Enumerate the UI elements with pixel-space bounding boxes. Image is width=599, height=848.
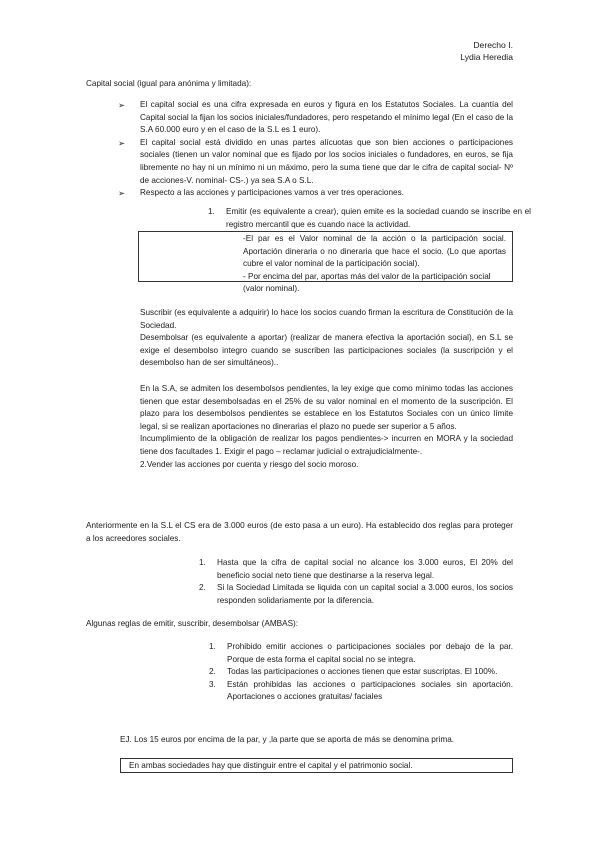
paragraph-sa: En la S.A, se admiten los desembolsos pendientes, la ley exige que como mínimo todas las acciones tienen que estar desembolsadas en el 25% de su valor nominal en el momento de la suscripción. El plazo para los desembolsos pendientes se establece en los Estatutos Sociales con un único límite legal, si se realizan aportaciones no dinerarias el plazo no puede ser superior a 5 años. (140, 383, 513, 431)
list-item (209, 679, 513, 704)
item-text: Todas las participaciones o acciones tienen que estar suscriptas. El 100%. (227, 667, 498, 677)
item-number: 1. (199, 558, 206, 567)
par-note-box (138, 231, 513, 294)
section-title-capital-social: Capital social (igual para anónima y limitada): (86, 79, 252, 88)
item-number: 3. (209, 679, 216, 689)
bullet-text: Respecto a las acciones y participaciones vamos a ver tres operaciones. (140, 188, 404, 198)
item-text: Si la Sociedad Limitada se liquida con un capital social a 3.000 euros, los socios responden solidariamente por la diferencia. (217, 583, 513, 605)
sl-rules-list (199, 557, 513, 607)
header-author: Lydia Heredia (460, 52, 513, 62)
arrow-bullet-icon: ➢ (118, 100, 126, 110)
item-text: Hasta que la cifra de capital social no alcance los 3.000 euros, El 20% del beneficio social neto tiene que destinarse a la reserva legal. (217, 558, 513, 580)
example-prima: EJ. Los 15 euros por encima de la par, y ,la parte que se aporta de más se denomina prima. (120, 735, 455, 744)
paragraph-vender: 2.Vender las acciones por cuenta y riesgo del socio moroso. (140, 459, 359, 469)
bullet-item (118, 187, 513, 200)
bullet-text: El capital social está dividido en unas partes alícuotas que son bien acciones o participaciones sociales (tienen un valor nominal que es fijado por los socios iniciales o fundadores, en euros, se fija libremente no hay ni un mínimo ni un máximo, pero la suma tiene que dar le cifra de capital social- Nº de acciones-V. nominal- CS-.) ya sea S.A o S.L. (140, 137, 513, 185)
paragraph-suscribir: Suscribir (es equivalente a adquirir) lo hace los socios cuando firman la escritura de Constitución de la Sociedad. (140, 308, 513, 330)
operations-paragraphs (140, 307, 513, 471)
item-text: Prohibido emitir acciones o participaciones sociales por debajo de la par. Porque de esta forma el capital social no se integra. (227, 642, 513, 664)
section-title-reglas: Algunas reglas de emitir, suscribir, desembolsar (AMBAS): (86, 619, 299, 628)
box-line: - Por encima del par, aportas más del valor de la participación social (valor nominal). (243, 271, 491, 294)
list-item (209, 641, 513, 666)
item-text: Están prohibidas las acciones o participaciones sociales sin aportación. Aportaciones o acciones gratuitas/ faciales (227, 679, 513, 702)
item-number: 1. (208, 207, 215, 216)
numbered-item-emitir (208, 206, 531, 231)
paragraph-desembolsar: Desembolsar (es equivalente a aportar) (realizar de manera efectiva la aportación social), en S.L se exige el desembolso integro cuando se suscriben las participaciones sociales (la suscripción y el desembolso han de ser simultáneos).. (140, 333, 513, 368)
list-item (199, 582, 513, 607)
list-item (209, 666, 513, 679)
ambas-rules-list (209, 641, 513, 704)
item-number: 1. (209, 642, 216, 651)
arrow-bullet-icon: ➢ (118, 137, 126, 148)
list-item (199, 557, 513, 582)
bullet-text: El capital social es una cifra expresada en euros y figura en los Estatutos Sociales. La cuantía del Capital social la fijan los socios iniciales/fundadores, pero respetando el mínimo legal (En el caso de la S.A 60.000 euro y en el caso de la S.L es 1 euro). (140, 100, 513, 135)
paragraph-incumplimiento: Incumplimiento de la obligación de realizar los pagos pendientes-> incurren en MORA y la sociedad tiene dos facultades 1. Exigir el pago – reclamar judicial o extrajudicialmente-. (140, 434, 513, 456)
item-text: Emitir (es equivalente a crear), quien emite es la sociedad cuando se inscribe en el registro mercantil que es cuando nace la actividad. (226, 207, 531, 229)
paragraph-sl-intro: Anteriormente en la S.L el CS era de 3.000 euros (de esto pasa a un euro). Ha establecido dos reglas para proteger a los acreedores sociales. (86, 521, 513, 543)
arrow-bullet-icon: ➢ (118, 188, 126, 199)
final-note-box (120, 758, 513, 773)
final-note-text: En ambas sociedades hay que distinguir entre el capital y el patrimonio social. (129, 761, 413, 770)
capital-social-bullet-list (118, 99, 513, 200)
item-number: 2. (199, 583, 206, 593)
bullet-item (118, 137, 513, 187)
bullet-item (118, 99, 513, 137)
box-line: -El par es el Valor nominal de la acción o la participación social. Aportación dineraria o no dineraria que hace el socio. (Lo que aportas cubre el valor nominal de la participación social). (243, 234, 506, 269)
item-number: 2. (209, 667, 216, 677)
header-subject: Derecho I. (473, 40, 513, 50)
